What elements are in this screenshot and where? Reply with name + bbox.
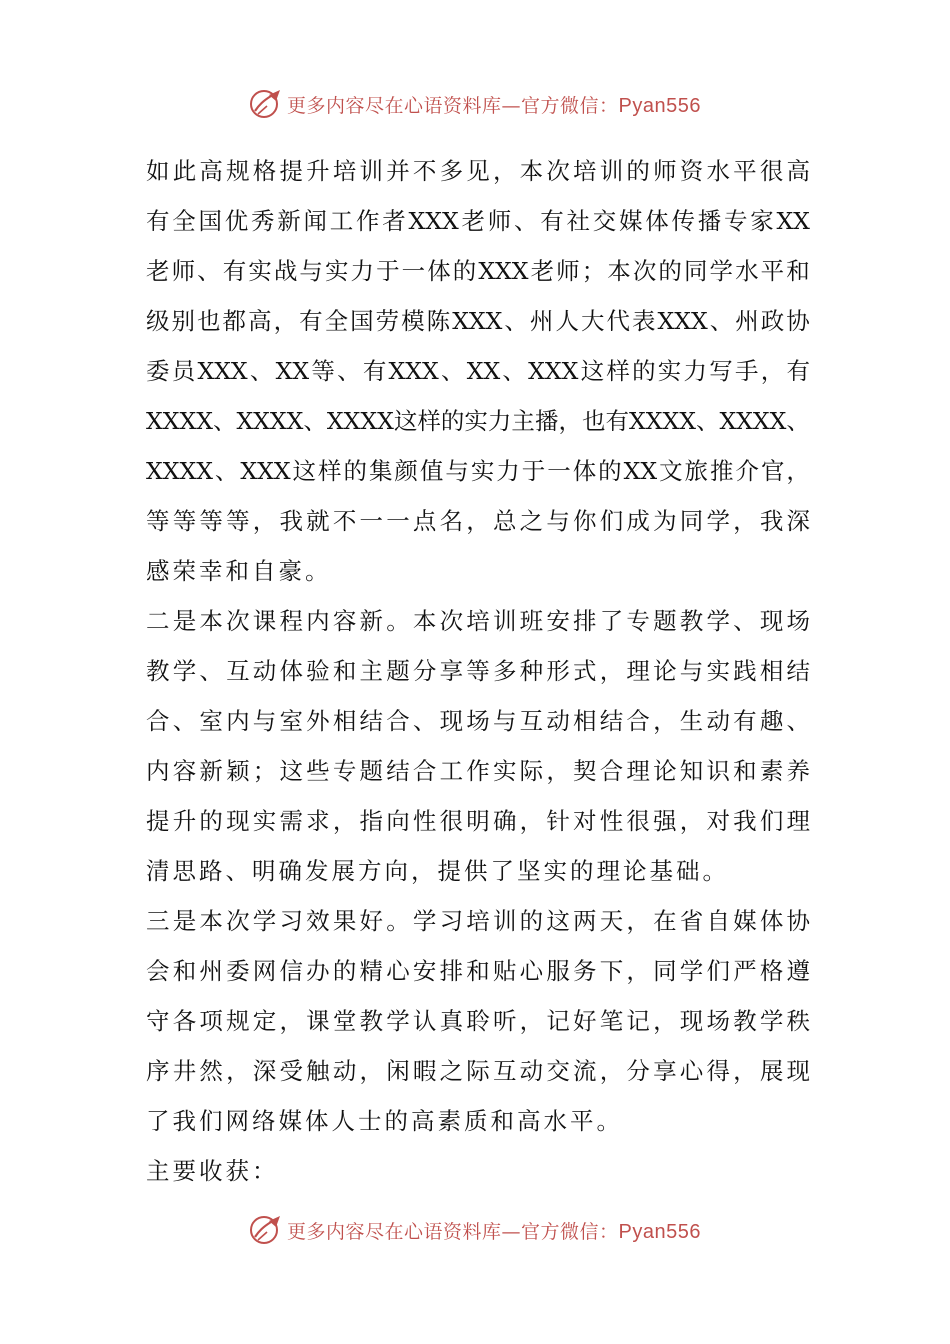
text-line: 提 升 的 现 实 需 求 ， 指 向 性 很 明 确 ， 针 对 性 很 强 ， 对 我 们 理: [146, 807, 810, 835]
text-line: 了我们网络媒体人士的高素质和高水平。: [146, 1107, 623, 1135]
text-line: 二 是 本 次 课 程 内 容 新 。 本 次 培 训 班 安 排 了 专 题 教 学 、 现 场: [146, 607, 810, 635]
text-line: 内 容 新 颖 ； 这 些 专 题 结 合 工 作 实 际 ， 契 合 理 论 知 识 和 素 养: [146, 757, 810, 785]
text-line: 守 各 项 规 定 ， 课 堂 教 学 认 真 聆 听 ， 记 好 笔 记 ， 现 场 教 学 秩: [146, 1007, 810, 1035]
text-line: 级 别 也 都 高 ， 有 全 国 劳 模 陈 XXX 、 州 人 大 代 表 XXX 、 州 政 协: [146, 307, 810, 335]
pen-nib-logo-icon: [249, 1213, 283, 1247]
footer-banner: [0, 1210, 950, 1250]
text-line: 会 和 州 委 网 信 办 的 精 心 安 排 和 贴 心 服 务 下 ， 同 学 们 严 格 遵: [146, 957, 810, 985]
text-line: 清思路、明确发展方向，提供了坚实的理论基础。: [146, 857, 729, 885]
text-line: 三 是 本 次 学 习 效 果 好 。 学 习 培 训 的 这 两 天 ， 在 省 自 媒 体 协: [146, 907, 810, 935]
text-line: 老 师 、 有 实 战 与 实 力 于 一 体 的 XXX 老 师 ； 本 次 的 同 学 水 平 和: [146, 257, 810, 285]
footer-banner-text: 更多内容尽在心语资料库—官方微信：Pyan556: [287, 1220, 701, 1243]
text-line: 主要收获：: [146, 1157, 279, 1185]
text-line: 委 员 XXX 、 XX 等 、 有 XXX 、 XX 、 XXX 这 样 的 实 力 写 手 ， 有: [146, 357, 810, 385]
document-body: [146, 146, 810, 1196]
text-line: 合 、 室 内 与 室 外 相 结 合 、 现 场 与 互 动 相 结 合 ， 生 动 有 趣 、: [146, 707, 810, 735]
text-line: 感荣幸和自豪。: [146, 557, 332, 585]
pen-nib-logo-icon: [249, 87, 283, 121]
text-line: 有 全 国 优 秀 新 闻 工 作 者 XXX 老 师 、 有 社 交 媒 体 传 播 专 家 XX: [146, 207, 810, 235]
header-banner-text: 更多内容尽在心语资料库—官方微信：Pyan556: [287, 94, 701, 117]
text-line: XXXX 、 XXXX 、 XXXX 这 样 的 实 力 主 播 ， 也 有 XXXX 、 XXXX 、: [146, 407, 810, 435]
text-line: XXXX 、 XXX 这 样 的 集 颜 值 与 实 力 于 一 体 的 XX 文 旅 推 介 官 ，: [146, 457, 810, 485]
text-line: 教 学 、 互 动 体 验 和 主 题 分 享 等 多 种 形 式 ， 理 论 与 实 践 相 结: [146, 657, 810, 685]
text-line: 如 此 高 规 格 提 升 培 训 并 不 多 见 ， 本 次 培 训 的 师 资 水 平 很 高: [146, 157, 810, 185]
text-line: 序 井 然 ， 深 受 触 动 ， 闲 暇 之 际 互 动 交 流 ， 分 享 心 得 ， 展 现: [146, 1057, 810, 1085]
header-banner: [0, 84, 950, 124]
text-line: 等 等 等 等 ， 我 就 不 一 一 点 名 ， 总 之 与 你 们 成 为 同 学 ， 我 深: [146, 507, 810, 535]
